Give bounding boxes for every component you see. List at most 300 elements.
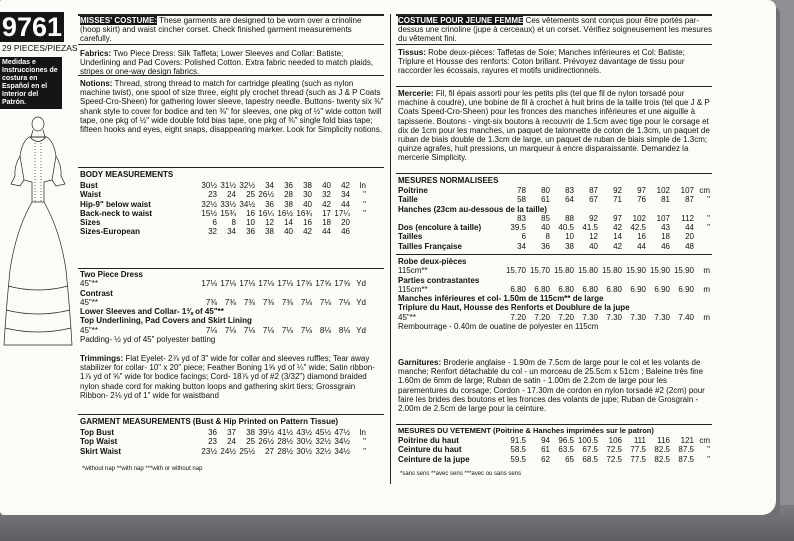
- padding-line-fr: Rembourrage - 0.40m de ouatine de polyester en 115cm: [398, 322, 599, 332]
- table-cell: 20: [341, 218, 350, 228]
- row-label: Waist: [80, 190, 102, 200]
- costume-description-en: These garments are designed to be worn over a crinoline (hoop skirt) and waist cincher corset. Check finished garment measurements carefully.: [80, 16, 362, 43]
- garnitures-text: Broderie anglaise - 1.90m de 7.5cm de large pour le col et les volants de manche; Renfort détachable du col - un morceau de 25.5cm x 51cm ; Baleine très fine 1.60m de 6mm de large; Ruban de satin - 1.00m de 2.2cm de large pour les parementures du corsage; Cordon - 17.30m de cordon en nylon torsadé #2 (2cm) pour faire les brides des boutons et les fronces des volants de jupe; Ruban de Grosgrain - 2.00m de 2.5cm de large pour la ceinture.: [398, 358, 705, 414]
- table-cell: 68.5: [582, 454, 598, 464]
- table-cell: 17: [322, 208, 331, 218]
- unit-cell: ": [363, 437, 366, 447]
- table-cell: 46: [341, 227, 350, 237]
- divider: [78, 268, 384, 269]
- trimmings-section: [80, 354, 384, 400]
- table-cell: 26½: [258, 437, 274, 447]
- table-cell: 111: [633, 436, 646, 445]
- table-cell: 41.5: [582, 223, 598, 233]
- table-cell: 107: [656, 213, 670, 223]
- row-label: 45"**: [80, 297, 98, 307]
- row-label: Back-neck to waist: [80, 208, 153, 218]
- row-label: 45"**: [80, 325, 98, 335]
- table-cell: 38: [246, 428, 255, 437]
- table-cell: 46: [661, 241, 670, 251]
- costume-sketch-illustration: [2, 110, 74, 380]
- nap-footnote-fr: *sans sens **avec sens ***avec ou sans sens: [400, 471, 522, 477]
- table-cell: 102: [656, 186, 670, 195]
- table-cell: 34½: [239, 199, 255, 209]
- table-cell: 38: [565, 241, 574, 251]
- divider: [396, 173, 712, 174]
- divider: [78, 75, 384, 76]
- table-cell: 32½: [315, 446, 331, 456]
- column-divider: [390, 14, 391, 484]
- garnitures-section: [398, 358, 712, 413]
- table-cell: 34: [341, 190, 350, 200]
- unit-cell: ": [363, 446, 366, 456]
- row-label: Hanches (23cm au-dessous de la taille): [398, 204, 547, 214]
- table-cell: 8: [231, 218, 236, 228]
- table-cell: 36: [541, 241, 550, 251]
- table-cell: 32½: [315, 437, 331, 447]
- table-cell: 106: [608, 436, 622, 445]
- row-label: Poitrine du haut: [398, 436, 459, 445]
- table-cell: 34: [265, 181, 274, 190]
- table-cell: 27: [265, 446, 274, 456]
- table-cell: 30½: [296, 446, 312, 456]
- table-cell: 15.90: [625, 266, 646, 276]
- table-cell: 7.20: [534, 312, 550, 322]
- table-cell: 7⅜: [262, 297, 274, 307]
- table-cell: 7⅛: [281, 325, 293, 335]
- table-cell: 87.5: [678, 445, 694, 455]
- table-cell: 97: [637, 186, 646, 195]
- table-cell: 7⅛: [243, 325, 255, 335]
- table-cell: 8⅛: [319, 325, 331, 335]
- table-cell: 7⅜: [205, 297, 217, 307]
- table-cell: 83: [565, 186, 574, 195]
- divider: [396, 86, 712, 87]
- table-cell: 58.5: [510, 445, 526, 455]
- table-cell: 25: [246, 190, 255, 200]
- table-cell: 7.40: [678, 312, 694, 322]
- unit-cell: ": [707, 195, 710, 205]
- table-cell: 6.80: [582, 284, 598, 294]
- costume-description-fr: Ces vêtements sont conçus pour être portés par-dessus une crinoline (jupe à cerceaux) et un corset. Vérifiez soigneusement les mesures du vêtement fini.: [398, 16, 712, 43]
- table-cell: 34: [517, 241, 526, 251]
- table-cell: 10: [565, 232, 574, 242]
- table-cell: 24: [227, 190, 236, 200]
- table-cell: 32: [208, 227, 217, 237]
- row-spacer: [502, 205, 710, 214]
- table-cell: 42: [613, 241, 622, 251]
- table-cell: 116: [657, 436, 670, 445]
- divider: [396, 424, 712, 425]
- table-cell: 7.30: [630, 312, 646, 322]
- table-cell: 15.70: [505, 266, 526, 276]
- table-cell: 72.5: [606, 445, 622, 455]
- unit-cell: In: [359, 428, 366, 437]
- row-label: Skirt Waist: [80, 446, 122, 456]
- mesures-normalisees-table: [398, 186, 714, 251]
- row-label: Top Bust: [80, 428, 115, 437]
- table-cell: 15½: [201, 208, 217, 218]
- table-cell: 7.30: [606, 312, 622, 322]
- tissus-section: [398, 48, 712, 76]
- unit-cell: ": [363, 208, 366, 218]
- row-label: 115cm**: [398, 284, 428, 294]
- row-label: Tailles: [398, 232, 423, 242]
- table-cell: 17⅝: [334, 279, 350, 289]
- unit-cell: In: [359, 181, 366, 190]
- table-cell: 30½: [296, 437, 312, 447]
- table-cell: 100.5: [577, 436, 598, 445]
- table-cell: 91.5: [510, 436, 526, 445]
- table-cell: 7⅛: [262, 325, 274, 335]
- divider: [78, 44, 384, 45]
- table-cell: 30½: [201, 181, 217, 190]
- table-cell: 34½: [334, 437, 350, 447]
- table-cell: 12: [265, 218, 274, 228]
- table-cell: 6: [212, 218, 217, 228]
- table-cell: 44: [322, 227, 331, 237]
- mercerie-label: Mercerie:: [398, 89, 434, 98]
- unit-cell: ": [707, 454, 710, 464]
- divider: [396, 44, 712, 45]
- table-cell: 42: [613, 223, 622, 233]
- unit-cell: ": [707, 213, 710, 223]
- dress-label-fr: Robe deux-pièces: [398, 257, 467, 266]
- table-cell: 42: [322, 199, 331, 209]
- table-cell: 8: [545, 232, 550, 242]
- table-cell: 7⅜: [281, 297, 293, 307]
- pattern-number: 9761: [1, 12, 62, 42]
- table-cell: 80: [541, 186, 550, 195]
- table-cell: 92: [589, 213, 598, 223]
- table-cell: 43½: [296, 428, 312, 437]
- row-label: Tailles Française: [398, 241, 462, 251]
- table-cell: 38: [284, 199, 293, 209]
- table-cell: 18: [661, 232, 670, 242]
- row-label: 115cm**: [398, 266, 428, 276]
- metrage-table: [398, 257, 714, 331]
- table-cell: 43: [661, 223, 670, 233]
- table-cell: 15.80: [577, 266, 598, 276]
- row-label: Bust: [80, 181, 98, 190]
- table-cell: 16: [246, 208, 255, 218]
- table-cell: 102: [632, 213, 646, 223]
- divider: [396, 254, 712, 255]
- tissus-text: Robe deux-pièces: Taffetas de Soie; Manches inférieures et Col: Batiste; Triplure et Housse des renforts: Coton brillant. Prévoyez davantage de tissu pour raccorder les écossais, rayures et motifs unidirectionnels.: [398, 48, 685, 76]
- table-cell: 32½: [239, 181, 255, 190]
- table-cell: 65: [565, 454, 574, 464]
- table-cell: 28½: [277, 446, 293, 456]
- table-cell: 6.90: [654, 284, 670, 294]
- notions-text: Thread, strong thread to match for cartridge pleating (such as nylon machine twist), one spool of size three, eight ply crochet thread (such as J & P Coats Speed-Cro-Sheen) for gathering lower sleeve, tapestry needle. Buttons- twenty six ⅜" shank style to cover for bodice and ten ⅜" for sleeves, one pkg of ½" wide cotton twill tape, one pkg of ½" wide double fold bias tape, one pkg of ⅜" single fold bias tape; fifteen hooks and eyes, eight snaps, disappearing marker. Look for Simplicity notions.: [80, 79, 384, 135]
- table-cell: 6.90: [630, 284, 646, 294]
- table-cell: 42: [303, 227, 312, 237]
- unit-cell: [694, 242, 710, 251]
- row-label: Top Waist: [80, 437, 118, 447]
- table-cell: 96.5: [558, 436, 574, 445]
- row-label: Poitrine: [398, 186, 428, 195]
- table-cell: 62: [541, 454, 550, 464]
- fabrics-label: Fabrics:: [80, 49, 112, 58]
- table-cell: 17⅛: [277, 279, 293, 289]
- table-cell: 25: [246, 437, 255, 447]
- row-label: 45"**: [398, 312, 416, 322]
- table-cell: 7.30: [654, 312, 670, 322]
- row-label: Ceinture du haut: [398, 445, 462, 455]
- table-cell: 15¾: [220, 208, 236, 218]
- table-cell: 36: [284, 181, 293, 190]
- table-cell: 82.5: [654, 445, 670, 455]
- garnitures-label: Garnitures:: [398, 358, 442, 367]
- mercerie-text: Fil, fil épais assorti pour les petits plis (tel que fil de nylon torsadé pour machine à coudre), une bobine de fil à crochet à huit brins de la taille trois (tel que J & P Coats Speed-Cro-Sheen) pour les fronces des manches inférieures et une aiguille à tapisserie. Boutons - vingt-six boutons à recouvrir de 1.5cm avec tige pour le corsage et dix de 1cm pour les manches, un paquet de talonnette de coton de 1.3cm, un paquet de ruban de biais double de 1.3cm de large, un paquet de ruban de biais simple de 1.3cm; quinze agrafes, huit pressions, un marqueur à encre disparaissante. Demandez la mercerie Simplicity.: [398, 89, 710, 163]
- table-cell: 17⅛: [201, 279, 217, 289]
- table-cell: 31½: [220, 181, 236, 190]
- table-cell: 40: [303, 199, 312, 209]
- table-cell: 38: [265, 227, 274, 237]
- table-cell: 33½: [220, 199, 236, 209]
- table-cell: 23: [208, 190, 217, 200]
- row-label: Sizes-European: [80, 227, 141, 237]
- piece-count: 29 PIECES/PIEZAS: [2, 43, 78, 53]
- table-cell: 85: [541, 213, 550, 223]
- table-cell: 8⅛: [338, 325, 350, 335]
- table-cell: 6.80: [534, 284, 550, 294]
- table-cell: 36: [265, 199, 274, 209]
- table-cell: 28½: [277, 437, 293, 447]
- table-cell: 87: [685, 195, 694, 205]
- table-cell: 18: [322, 218, 331, 228]
- mesures-vetement-title: MESURES DU VETEMENT (Poitrine & Hanches imprimées sur le patron): [398, 426, 654, 435]
- table-cell: 15.80: [601, 266, 622, 276]
- table-cell: 17⅛: [239, 279, 255, 289]
- row-label: [398, 214, 502, 223]
- table-cell: 71: [613, 195, 622, 205]
- table-cell: 12: [589, 232, 598, 242]
- spanish-note: Medidas e Instrucciones de costura en Español en el Interior del Patrón.: [0, 57, 62, 109]
- table-cell: 41½: [277, 428, 293, 437]
- table-cell: 7⅛: [338, 297, 350, 307]
- unit-cell: [350, 227, 366, 236]
- table-cell: 64: [565, 195, 574, 205]
- table-cell: 16: [637, 232, 646, 242]
- table-cell: 17¼: [334, 208, 350, 218]
- table-cell: 88: [565, 213, 574, 223]
- table-cell: 16¼: [258, 208, 274, 218]
- table-cell: 15.90: [673, 266, 694, 276]
- sleeves-line-fr: Manches inférieures et col- 1.50m de 115cm** de large: [398, 294, 604, 304]
- table-cell: 42.5: [630, 223, 646, 233]
- table-cell: 23½: [201, 446, 217, 456]
- table-cell: 15.90: [649, 266, 670, 276]
- lower-sleeves-line: Lower Sleeves and Collar- 1⅜ of 45"**: [80, 307, 224, 317]
- description-en: [80, 16, 384, 43]
- costume-title-fr: COSTUME POUR JEUNE FEMME: [398, 16, 524, 25]
- table-cell: 77.5: [630, 445, 646, 455]
- table-cell: 34½: [334, 446, 350, 456]
- table-cell: 6.80: [606, 284, 622, 294]
- table-cell: 36: [208, 428, 217, 437]
- table-cell: 32: [322, 190, 331, 200]
- table-cell: 58: [517, 195, 526, 205]
- table-cell: 38: [303, 181, 312, 190]
- table-cell: 7⅛: [205, 325, 217, 335]
- table-cell: 87.5: [678, 454, 694, 464]
- unit-cell: Yd: [356, 297, 366, 307]
- table-cell: 45½: [315, 428, 331, 437]
- notions-label: Notions:: [80, 79, 113, 88]
- costume-title-en: MISSES' COSTUME:: [80, 16, 158, 25]
- table-cell: 81: [661, 195, 670, 205]
- table-cell: 17⅛: [220, 279, 236, 289]
- table-cell: 24: [227, 437, 236, 447]
- table-cell: 25½: [239, 446, 255, 456]
- table-cell: 47½: [334, 428, 350, 437]
- table-cell: 26½: [258, 190, 274, 200]
- table-cell: 40: [284, 227, 293, 237]
- table-cell: 87: [589, 186, 598, 195]
- table-cell: 67: [589, 195, 598, 205]
- table-cell: 83: [517, 213, 526, 223]
- tissus-label: Tissus:: [398, 48, 426, 57]
- fabrics-section: [80, 49, 384, 77]
- table-cell: 67.5: [582, 445, 598, 455]
- garment-measurements-table: [80, 428, 386, 456]
- table-cell: 112: [681, 213, 694, 223]
- row-label: Ceinture de la jupe: [398, 454, 470, 464]
- table-cell: 16¾: [296, 208, 312, 218]
- divider: [78, 414, 384, 415]
- table-cell: 7⅛: [224, 325, 236, 335]
- padding-line: Padding- ½ yd of 45" polyester batting: [80, 335, 216, 345]
- unit-cell: m: [703, 312, 710, 322]
- fabrics-text: Two Piece Dress: Silk Taffeta; Lower Sleeves and Collar: Batiste; Underlining and Pad Covers: Polished Cotton. Extra fabric needed to match plaids, stripes or one-way design fabrics.: [80, 49, 374, 77]
- table-cell: 30: [303, 190, 312, 200]
- divider: [78, 167, 384, 168]
- table-cell: 36: [246, 227, 255, 237]
- table-cell: 44: [685, 223, 694, 233]
- row-label: Taille: [398, 195, 418, 205]
- table-cell: 34: [227, 227, 236, 237]
- table-cell: 121: [680, 436, 694, 445]
- row-label: Hip-9" below waist: [80, 199, 151, 209]
- contrast-label-fr: Parties contrastantes: [398, 275, 480, 285]
- table-cell: 72.5: [606, 454, 622, 464]
- table-cell: 16: [303, 218, 312, 228]
- table-cell: 17⅝: [315, 279, 331, 289]
- table-cell: 48: [685, 241, 694, 251]
- table-cell: 40.5: [558, 223, 574, 233]
- table-cell: 6.80: [558, 284, 574, 294]
- table-cell: 63.5: [558, 445, 574, 455]
- table-cell: 23: [208, 437, 217, 447]
- unit-cell: m: [703, 266, 710, 276]
- table-cell: 39.5: [510, 223, 526, 233]
- unit-cell: cm: [699, 186, 710, 195]
- unit-cell: cm: [699, 436, 710, 445]
- dress-label: Two Piece Dress: [80, 270, 143, 279]
- table-cell: 17⅝: [296, 279, 312, 289]
- table-cell: 7⅛: [300, 297, 312, 307]
- table-cell: 44: [341, 199, 350, 209]
- yardage-table: [80, 270, 386, 344]
- unit-cell: [350, 218, 366, 227]
- table-cell: 6.90: [678, 284, 694, 294]
- table-cell: 6: [521, 232, 526, 242]
- unit-cell: Yd: [356, 279, 366, 289]
- unit-cell: [694, 232, 710, 241]
- table-cell: 44: [637, 241, 646, 251]
- garment-measurements-title: GARMENT MEASUREMENTS (Bust & Hip Printed on Pattern Tissue): [80, 417, 339, 426]
- trimmings-text: Flat Eyelet- 2⅞ yd of 3" wide for collar and sleeves ruffles; Tear away stabilizer for collar- 10" x 20" piece; Feather Boning 1⅝ yd of ¼" wide; Satin ribbon- 1⅞ yd of ⅝" wide for bodice facings; Cord- 18⅞ yd of #2 (3/32") diamond braided nylon shade cord for making button loops and gathering skirt tiers; Grossgrain Ribbon- 2⅛ yd of 1" wide for waistband: [80, 354, 375, 400]
- table-cell: 7⅜: [224, 297, 236, 307]
- table-cell: 42: [341, 181, 350, 190]
- table-cell: 15.70: [529, 266, 550, 276]
- trimmings-label: Trimmings:: [80, 354, 124, 363]
- table-cell: 59.5: [510, 454, 526, 464]
- mercerie-section: [398, 89, 712, 163]
- table-cell: 107: [680, 186, 694, 195]
- body-measurements-title: BODY MEASUREMENTS: [80, 170, 174, 179]
- body-measurements-table: [80, 181, 386, 237]
- table-cell: 97: [613, 213, 622, 223]
- row-label: 45"**: [80, 279, 98, 289]
- table-cell: 76: [637, 195, 646, 205]
- unit-cell: ": [363, 199, 366, 209]
- table-cell: 7.20: [558, 312, 574, 322]
- table-cell: 61: [541, 195, 550, 205]
- nap-footnote-en: *without nap **with nap ***with or without nap: [82, 466, 203, 472]
- table-cell: 7.20: [510, 312, 526, 322]
- table-cell: 14: [284, 218, 293, 228]
- table-cell: 37: [227, 428, 236, 437]
- mesures-vetement-table: [398, 436, 714, 464]
- table-cell: 40: [589, 241, 598, 251]
- mesures-normalisees-title: MESURES NORMALISEES: [398, 176, 499, 185]
- unit-cell: ": [707, 445, 710, 455]
- table-cell: 20: [685, 232, 694, 242]
- table-cell: 15.80: [553, 266, 574, 276]
- table-cell: 7⅜: [243, 297, 255, 307]
- table-cell: 14: [613, 232, 622, 242]
- notions-section: [80, 79, 384, 134]
- unit-cell: m: [703, 284, 710, 294]
- table-cell: 7.30: [582, 312, 598, 322]
- row-label: Dos (encolure à taille): [398, 223, 482, 233]
- contrast-label: Contrast: [80, 288, 113, 298]
- table-cell: 10: [246, 218, 255, 228]
- table-cell: 16½: [277, 208, 293, 218]
- table-cell: 40: [322, 181, 331, 190]
- table-cell: 77.5: [630, 454, 646, 464]
- underlining-label: Top Underlining, Pad Covers and Skirt Lining: [80, 316, 252, 326]
- table-cell: 92: [613, 186, 622, 195]
- table-cell: 32½: [201, 199, 217, 209]
- underlining-label-fr: Triplure du Haut, Housse des Renforts et Doublure de la jupe: [398, 303, 630, 313]
- table-cell: 7⅛: [319, 297, 331, 307]
- unit-cell: ": [363, 190, 366, 200]
- table-cell: 40: [541, 223, 550, 233]
- table-cell: 6.80: [510, 284, 526, 294]
- table-cell: 17⅛: [258, 279, 274, 289]
- table-cell: 78: [517, 186, 526, 195]
- table-cell: 61: [541, 445, 550, 455]
- table-cell: 82.5: [654, 454, 670, 464]
- table-cell: 94: [541, 436, 550, 445]
- row-label: Sizes: [80, 218, 101, 228]
- unit-cell: Yd: [356, 325, 366, 335]
- table-cell: 39½: [258, 428, 274, 437]
- table-cell: 28: [284, 190, 293, 200]
- table-cell: 24½: [220, 446, 236, 456]
